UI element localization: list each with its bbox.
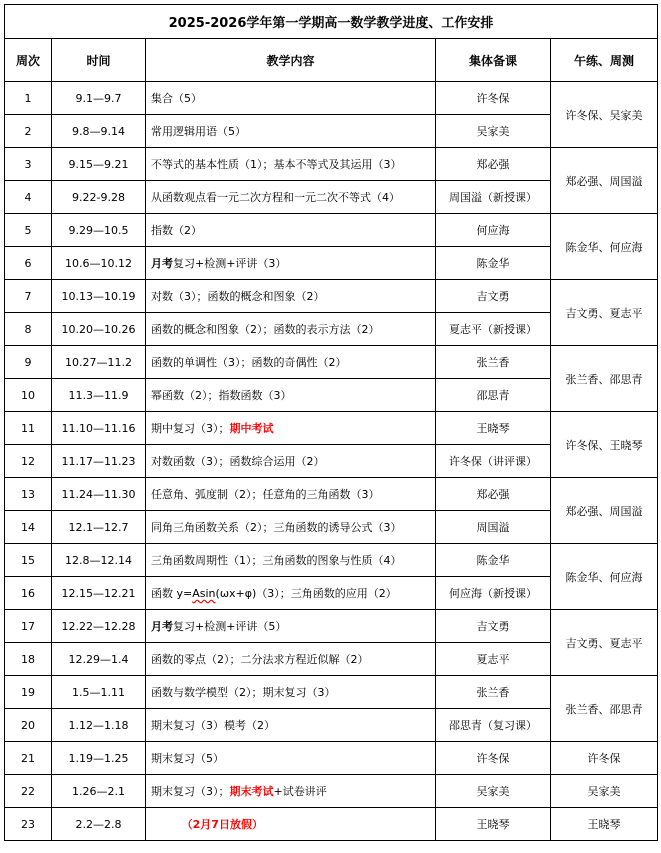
week-cell: 18	[5, 643, 52, 676]
page-title: 2025-2026学年第一学期高一数学教学进度、工作安排	[5, 5, 658, 39]
time-cell: 11.17—11.23	[52, 445, 146, 478]
time-cell: 1.5—1.11	[52, 676, 146, 709]
prep-cell: 周国溢	[436, 511, 551, 544]
content-text: 函数与数学模型（2）；期末复习（3）	[151, 686, 336, 699]
content-text: 同角三角函数关系（2）；三角函数的诱导公式（3）	[151, 521, 402, 534]
prep-cell: 吴家美	[436, 775, 551, 808]
content-cell	[146, 313, 436, 346]
content-cell	[146, 181, 436, 214]
content-cell	[146, 742, 436, 775]
content-cell	[146, 115, 436, 148]
time-cell: 11.24—11.30	[52, 478, 146, 511]
content-cell	[146, 709, 436, 742]
content-text: 三角函数周期性（1）；三角函数的图象与性质（4）	[151, 554, 402, 567]
header-prep: 集体备课	[436, 39, 551, 82]
week-cell: 9	[5, 346, 52, 379]
prep-cell: 何应海	[436, 214, 551, 247]
test-cell: 吴家美	[551, 775, 658, 808]
table-row	[5, 544, 658, 577]
time-cell: 9.1—9.7	[52, 82, 146, 115]
table-row	[5, 808, 658, 841]
time-cell: 2.2—2.8	[52, 808, 146, 841]
content-text: 月考	[151, 620, 173, 633]
content-cell	[146, 610, 436, 643]
time-cell: 1.12—1.18	[52, 709, 146, 742]
content-text: 复习+检测+评讲（3）	[173, 257, 287, 270]
week-cell: 2	[5, 115, 52, 148]
prep-cell: 邵思青（复习课）	[436, 709, 551, 742]
time-cell: 9.8—9.14	[52, 115, 146, 148]
time-cell: 1.19—1.25	[52, 742, 146, 775]
test-cell: 吉文勇、夏志平	[551, 280, 658, 346]
test-cell: 郑必强、周国溢	[551, 148, 658, 214]
week-cell: 5	[5, 214, 52, 247]
prep-cell: 郑必强	[436, 148, 551, 181]
prep-cell: 许冬保	[436, 82, 551, 115]
schedule-body	[5, 82, 658, 841]
time-cell: 9.29—10.5	[52, 214, 146, 247]
test-cell: 陈金华、何应海	[551, 214, 658, 280]
content-text: 对数函数（3）；函数综合运用（2）	[151, 455, 325, 468]
week-cell: 11	[5, 412, 52, 445]
table-row	[5, 346, 658, 379]
content-cell	[146, 412, 436, 445]
test-cell: 张兰香、邵思青	[551, 346, 658, 412]
content-cell	[146, 280, 436, 313]
week-cell: 4	[5, 181, 52, 214]
table-row	[5, 214, 658, 247]
content-cell	[146, 445, 436, 478]
content-cell	[146, 379, 436, 412]
header-test: 午练、周测	[551, 39, 658, 82]
week-cell: 15	[5, 544, 52, 577]
highlight-text: （2月7日放假）	[151, 818, 263, 831]
table-row	[5, 775, 658, 808]
week-cell: 14	[5, 511, 52, 544]
time-cell: 12.29—1.4	[52, 643, 146, 676]
table-row	[5, 610, 658, 643]
content-cell	[146, 247, 436, 280]
time-cell: 10.13—10.19	[52, 280, 146, 313]
content-cell	[146, 511, 436, 544]
time-cell: 12.1—12.7	[52, 511, 146, 544]
prep-cell: 许冬保（讲评课）	[436, 445, 551, 478]
content-text: 复习+检测+评讲（5）	[173, 620, 287, 633]
time-cell: 11.10—11.16	[52, 412, 146, 445]
content-text: 月考	[151, 257, 173, 270]
table-row	[5, 478, 658, 511]
prep-cell: 吴家美	[436, 115, 551, 148]
prep-cell: 吉文勇	[436, 280, 551, 313]
content-text: 函数 y=	[151, 587, 193, 600]
test-cell: 郑必强、周国溢	[551, 478, 658, 544]
test-cell: 许冬保、王晓琴	[551, 412, 658, 478]
table-row	[5, 676, 658, 709]
time-cell: 10.6—10.12	[52, 247, 146, 280]
week-cell: 6	[5, 247, 52, 280]
prep-cell: 陈金华	[436, 247, 551, 280]
week-cell: 8	[5, 313, 52, 346]
week-cell: 12	[5, 445, 52, 478]
week-cell: 20	[5, 709, 52, 742]
table-row	[5, 280, 658, 313]
prep-cell: 何应海（新授课）	[436, 577, 551, 610]
table-row	[5, 82, 658, 115]
header-content: 教学内容	[146, 39, 436, 82]
content-text: 函数的单调性（3）；函数的奇偶性（2）	[151, 356, 347, 369]
prep-cell: 王晓琴	[436, 412, 551, 445]
content-cell	[146, 346, 436, 379]
week-cell: 22	[5, 775, 52, 808]
content-text: 任意角、弧度制（2）；任意角的三角函数（3）	[151, 488, 380, 501]
schedule-table	[4, 4, 658, 841]
content-text: 不等式的基本性质（1）；基本不等式及其运用（3）	[151, 158, 402, 171]
content-text: (ωx+φ)（3）；三角函数的应用（2）	[215, 587, 397, 600]
content-cell	[146, 775, 436, 808]
header-time: 时间	[52, 39, 146, 82]
week-cell: 3	[5, 148, 52, 181]
test-cell: 许冬保、吴家美	[551, 82, 658, 148]
prep-cell: 吉文勇	[436, 610, 551, 643]
content-cell	[146, 643, 436, 676]
test-cell: 陈金华、何应海	[551, 544, 658, 610]
content-text: 期中复习（3）；	[151, 422, 230, 435]
content-cell	[146, 148, 436, 181]
content-cell	[146, 82, 436, 115]
week-cell: 17	[5, 610, 52, 643]
content-text: +试卷讲评	[273, 785, 327, 798]
prep-cell: 王晓琴	[436, 808, 551, 841]
content-text: 幂函数（2）；指数函数（3）	[151, 389, 292, 402]
prep-cell: 周国溢（新授课）	[436, 181, 551, 214]
table-row	[5, 148, 658, 181]
content-cell	[146, 577, 436, 610]
prep-cell: 邵思青	[436, 379, 551, 412]
time-cell: 10.20—10.26	[52, 313, 146, 346]
content-text: 函数的概念和图象（2）；函数的表示方法（2）	[151, 323, 380, 336]
time-cell: 9.22-9.28	[52, 181, 146, 214]
table-row	[5, 412, 658, 445]
header-row	[5, 39, 658, 82]
content-cell	[146, 214, 436, 247]
week-cell: 16	[5, 577, 52, 610]
time-cell: 9.15—9.21	[52, 148, 146, 181]
time-cell: 12.8—12.14	[52, 544, 146, 577]
week-cell: 13	[5, 478, 52, 511]
content-text: Asin	[192, 587, 216, 600]
content-text: 指数（2）	[151, 224, 202, 237]
content-cell	[146, 676, 436, 709]
content-text: 常用逻辑用语（5）	[151, 125, 246, 138]
test-cell: 王晓琴	[551, 808, 658, 841]
content-cell	[146, 808, 436, 841]
test-cell: 张兰香、邵思青	[551, 676, 658, 742]
content-text: 对数（3）；函数的概念和图象（2）	[151, 290, 325, 303]
test-cell: 吉文勇、夏志平	[551, 610, 658, 676]
header-week: 周次	[5, 39, 52, 82]
test-cell: 许冬保	[551, 742, 658, 775]
content-text: 期末复习（3）；	[151, 785, 230, 798]
week-cell: 1	[5, 82, 52, 115]
table-row	[5, 742, 658, 775]
week-cell: 21	[5, 742, 52, 775]
content-text: 期末复习（5）	[151, 752, 224, 765]
content-cell	[146, 544, 436, 577]
prep-cell: 许冬保	[436, 742, 551, 775]
highlight-text: 期末考试	[229, 785, 274, 798]
week-cell: 10	[5, 379, 52, 412]
content-cell	[146, 478, 436, 511]
time-cell: 1.26—2.1	[52, 775, 146, 808]
highlight-text: 期中考试	[229, 422, 274, 435]
time-cell: 11.3—11.9	[52, 379, 146, 412]
prep-cell: 郑必强	[436, 478, 551, 511]
content-text: 从函数观点看一元二次方程和一元二次不等式（4）	[151, 191, 400, 204]
prep-cell: 夏志平（新授课）	[436, 313, 551, 346]
time-cell: 12.22—12.28	[52, 610, 146, 643]
prep-cell: 夏志平	[436, 643, 551, 676]
time-cell: 12.15—12.21	[52, 577, 146, 610]
content-text: 期末复习（3）模考（2）	[151, 719, 275, 732]
week-cell: 23	[5, 808, 52, 841]
week-cell: 19	[5, 676, 52, 709]
content-text: 函数的零点（2）；二分法求方程近似解（2）	[151, 653, 369, 666]
schedule-document	[4, 4, 657, 841]
prep-cell: 张兰香	[436, 676, 551, 709]
prep-cell: 张兰香	[436, 346, 551, 379]
content-text: 集合（5）	[151, 92, 202, 105]
prep-cell: 陈金华	[436, 544, 551, 577]
week-cell: 7	[5, 280, 52, 313]
time-cell: 10.27—11.2	[52, 346, 146, 379]
